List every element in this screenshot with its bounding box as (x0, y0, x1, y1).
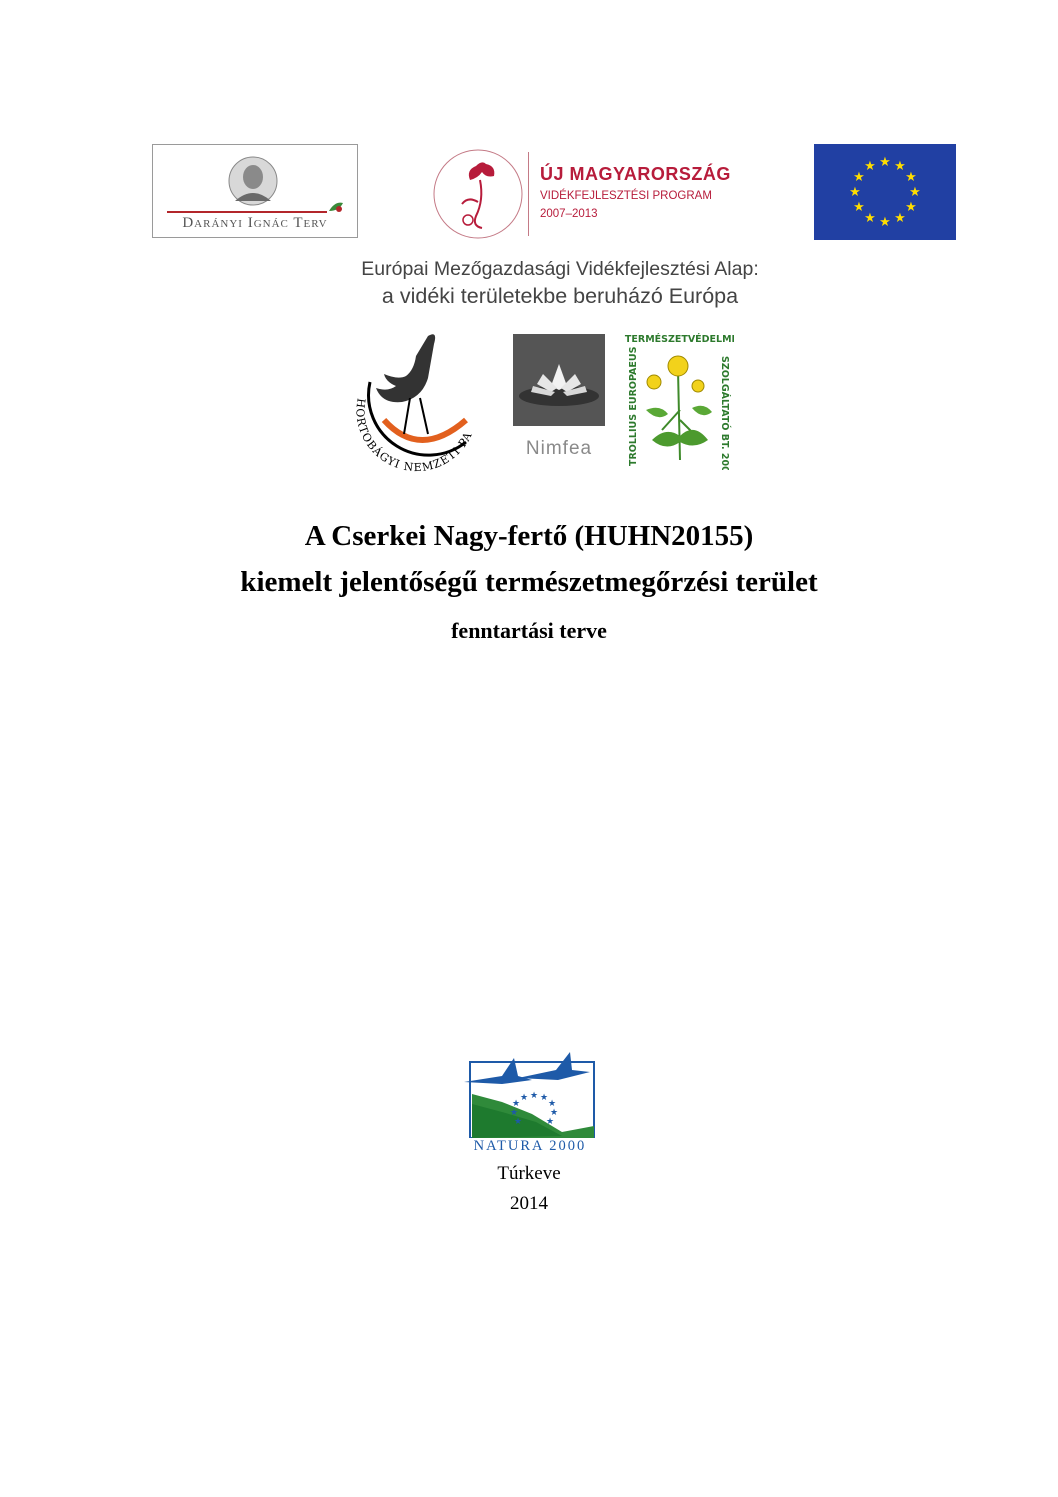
natura-birds-icon (462, 1052, 598, 1138)
umvp-separator (528, 152, 529, 236)
umvp-title: ÚJ MAGYARORSZÁG (540, 164, 731, 184)
emva-line-2: a vidéki területekbe beruházó Európa (381, 284, 739, 308)
svg-text:★: ★ (909, 185, 921, 200)
svg-text:★: ★ (864, 159, 876, 174)
nimfea-label: Nimfea (525, 438, 593, 459)
svg-text:★: ★ (905, 200, 917, 215)
svg-text:★: ★ (539, 1093, 549, 1103)
place: Túrkeve (497, 1163, 561, 1184)
svg-text:★: ★ (529, 1091, 539, 1101)
crane-icon (340, 322, 490, 482)
svg-text:★: ★ (894, 159, 906, 174)
svg-text:★: ★ (549, 1108, 559, 1118)
svg-text:★: ★ (853, 170, 865, 185)
svg-text:★: ★ (879, 215, 891, 230)
document-title-line-1: A Cserkei Nagy-fertő (HUHN20155) (304, 520, 754, 552)
document-title-line-2: kiemelt jelentőségű természetmegőrzési terület (240, 566, 818, 598)
svg-text:★: ★ (545, 1117, 555, 1127)
svg-text:★: ★ (853, 200, 865, 215)
hnp-label: HORTOBÁGYI NEMZETI PA (353, 397, 475, 475)
svg-text:★: ★ (509, 1108, 519, 1118)
trollius-europaeus-logo (622, 330, 734, 470)
umvp-years: 2007–2013 (540, 208, 598, 220)
trollius-top-label: TERMÉSZETVÉDELMI (624, 334, 734, 345)
svg-text:★: ★ (511, 1099, 521, 1109)
water-lily-photo (513, 334, 605, 426)
svg-text:★: ★ (513, 1117, 523, 1127)
uj-magyarorszag-logo (430, 146, 750, 240)
hortobagyi-nemzeti-park-logo (340, 322, 490, 482)
eu-flag-logo (814, 144, 956, 240)
emva-tagline (200, 256, 920, 310)
daranyi-ignac-terv-logo (152, 144, 358, 238)
eu-stars-icon (814, 144, 956, 240)
emva-line-1: Európai Mezőgazdasági Vidékfejlesztési Alap: (361, 258, 759, 280)
svg-text:★: ★ (894, 211, 906, 226)
trollius-right-label: SZOLGÁLTATÓ BT. 2004 (719, 356, 730, 470)
svg-text:★: ★ (519, 1093, 529, 1103)
nimfea-logo (513, 334, 605, 468)
natura-label: NATURA 2000 (473, 1138, 587, 1154)
daranyi-label: Darányi Ignác Terv (182, 215, 328, 231)
red-divider (167, 211, 327, 213)
trollius-left-label: TROLLIUS EUROPAEUS (628, 346, 639, 466)
umvp-subtitle: VIDÉKFEJLESZTÉSI PROGRAM (540, 190, 712, 202)
document-subtitle: fenntartási terve (451, 618, 607, 643)
svg-text:★: ★ (849, 185, 861, 200)
year: 2014 (510, 1193, 548, 1214)
svg-text:★: ★ (905, 170, 917, 185)
natura-2000-logo (462, 1052, 598, 1156)
carnation-icon (430, 146, 528, 240)
svg-text:★: ★ (864, 211, 876, 226)
svg-text:★: ★ (547, 1099, 557, 1109)
svg-text:★: ★ (879, 155, 891, 170)
globeflower-icon (622, 330, 734, 470)
